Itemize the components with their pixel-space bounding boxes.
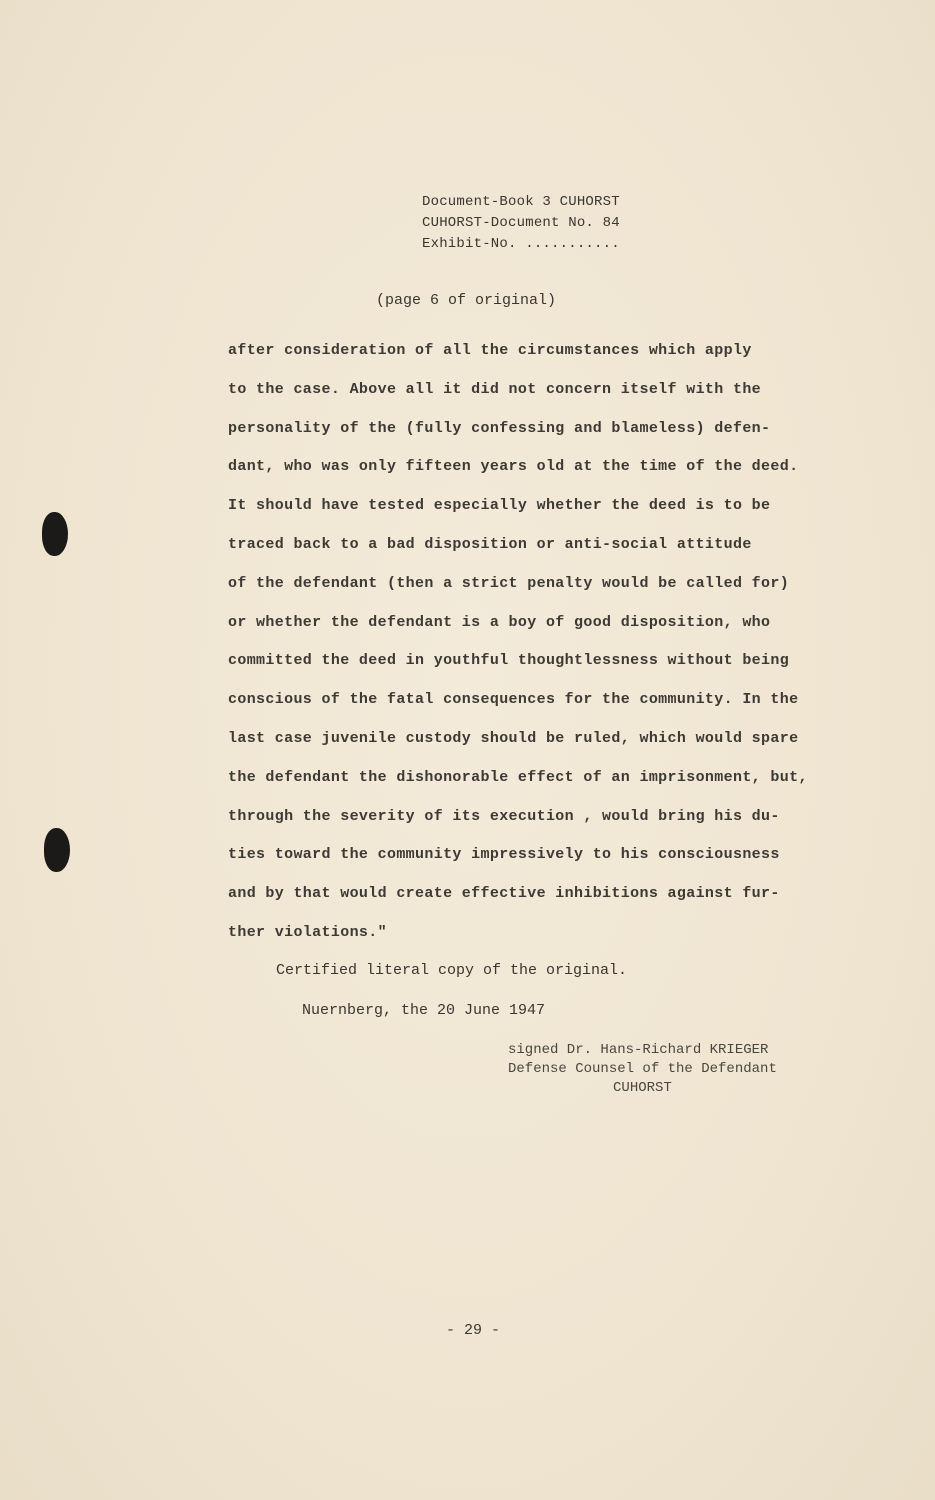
- signature-name: signed Dr. Hans-Richard KRIEGER: [508, 1042, 769, 1058]
- header-document-book: Document-Book 3 CUHORST: [422, 194, 620, 210]
- body-line: personality of the (fully confessing and blameless) defen-: [228, 419, 771, 437]
- body-line: to the case. Above all it did not concern itself with the: [228, 380, 762, 398]
- body-line: ther violations.": [228, 923, 387, 941]
- body-text: [228, 340, 828, 961]
- page-number: - 29 -: [446, 1322, 501, 1339]
- body-line: of the defendant (then a strict penalty would be called for): [228, 574, 790, 592]
- binder-hole: [44, 828, 70, 872]
- header-exhibit-number: Exhibit-No. ...........: [422, 236, 620, 252]
- body-line: after consideration of all the circumstances which apply: [228, 342, 752, 359]
- body-line: dant, who was only fifteen years old at the time of the deed.: [228, 458, 799, 476]
- header-document-number: CUHORST-Document No. 84: [422, 215, 620, 231]
- body-line: the defendant the dishonorable effect of an imprisonment, but,: [228, 768, 808, 786]
- body-line: last case juvenile custody should be ruled, which would spare: [228, 729, 799, 747]
- document-header: [422, 192, 620, 255]
- body-line: and by that would create effective inhibitions against fur-: [228, 885, 780, 903]
- signature-block: [508, 1041, 777, 1098]
- signature-title: Defense Counsel of the Defendant: [508, 1061, 777, 1077]
- body-line: traced back to a bad disposition or anti-social attitude: [228, 535, 752, 553]
- body-line: It should have tested especially whether the deed is to be: [228, 497, 771, 515]
- body-line: ties toward the community impressively to his consciousness: [228, 846, 780, 864]
- body-line: through the severity of its execution , would bring his du-: [228, 807, 780, 825]
- signature-defendant: CUHORST: [613, 1080, 672, 1096]
- place-and-date: Nuernberg, the 20 June 1947: [302, 1002, 546, 1019]
- page-reference: (page 6 of original): [376, 292, 557, 309]
- binder-hole: [42, 512, 68, 556]
- body-line: conscious of the fatal consequences for the community. In the: [228, 691, 799, 709]
- body-line: committed the deed in youthful thoughtlessness without being: [228, 652, 790, 670]
- certification-statement: Certified literal copy of the original.: [276, 962, 628, 979]
- body-line: or whether the defendant is a boy of good disposition, who: [228, 613, 771, 631]
